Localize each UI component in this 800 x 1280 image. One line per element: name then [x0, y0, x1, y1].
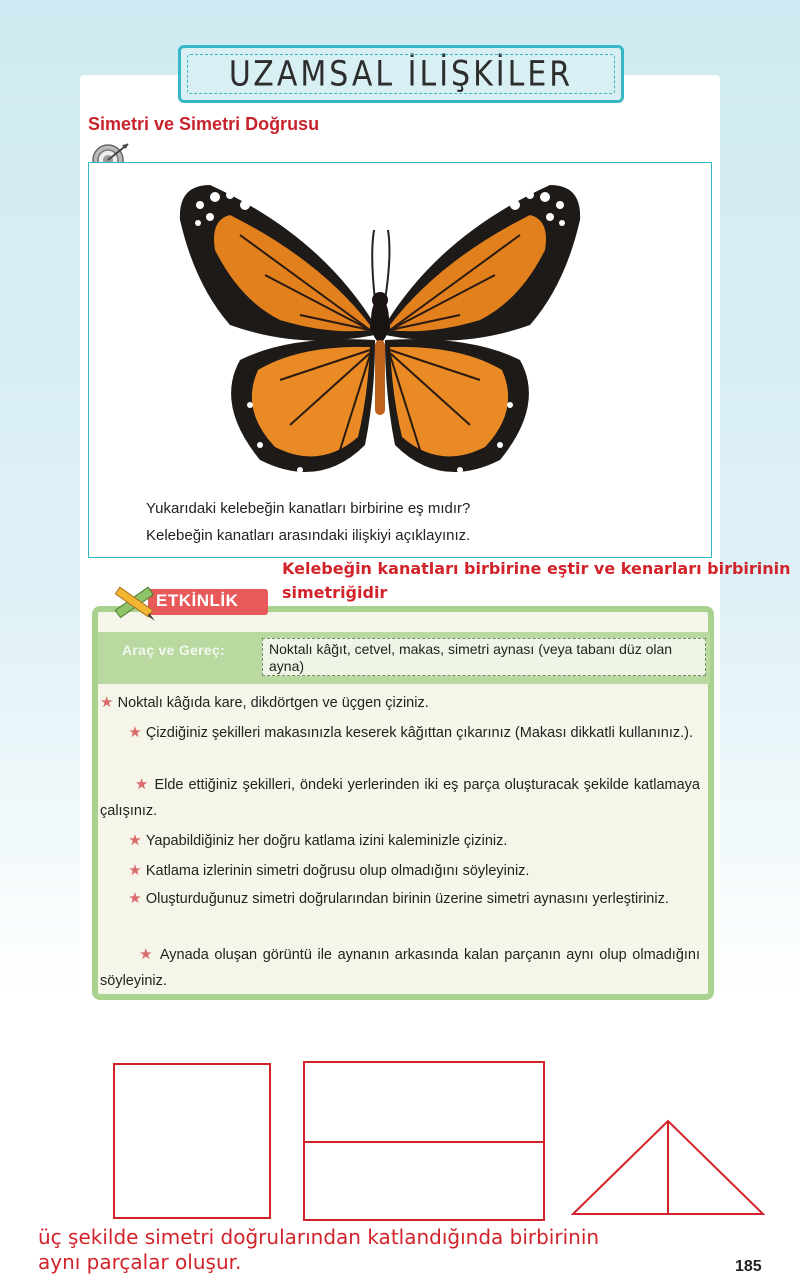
star-icon: ★ [128, 724, 146, 741]
handwritten-caption-line-2: aynı parçalar oluşur. [38, 1250, 242, 1274]
star-icon: ★ [134, 776, 155, 793]
handwritten-caption-line-1: üç şekilde simetri doğrularından katlandığında birbirinin [38, 1225, 600, 1249]
activity-step [100, 720, 700, 746]
step-text: Çizdiğiniz şekilleri makasınızla keserek kâğıttan çıkarınız (Makası dikkatli kullanınız.). [145, 725, 693, 741]
square-drawing [112, 1062, 274, 1222]
star-icon: ★ [128, 862, 146, 879]
tools-label: Araç ve Gereç: [122, 642, 226, 658]
step-text: Oluşturduğunuz simetri doğrularından birinin üzerine simetri aynasını yerleştiriniz. [145, 891, 669, 907]
triangle-drawing [570, 1118, 766, 1218]
step-text: Aynada oluşan görüntü ile aynanın arkasında kalan parçanın aynı olup olmadığını söyleyiniz. [100, 947, 701, 989]
step-text: Noktalı kâğıda kare, dikdörtgen ve üçgen çiziniz. [117, 695, 429, 711]
star-icon: ★ [100, 694, 118, 711]
step-text: Yapabildiğiniz her doğru katlama izini kaleminizle çiziniz. [145, 833, 508, 849]
star-icon: ★ [139, 946, 160, 963]
tools-value: Noktalı kâğıt, cetvel, makas, simetri aynası (veya tabanı düz olan ayna) [262, 638, 706, 676]
activity-step [100, 858, 700, 884]
pencil-ruler-icon [108, 580, 160, 624]
handwritten-answer-line-1: Kelebeğin kanatları birbirine eştir ve kenarları birbirinin [282, 559, 791, 578]
page-number: 185 [735, 1258, 762, 1275]
activity-step [100, 772, 700, 824]
activity-step [100, 942, 700, 994]
activity-step [100, 828, 700, 854]
section-title: Simetri ve Simetri Doğrusu [88, 114, 320, 134]
activity-badge [108, 580, 270, 622]
step-text: Katlama izlerinin simetri doğrusu olup olmadığını söyleyiniz. [145, 863, 530, 879]
rectangle-drawing [302, 1060, 546, 1222]
title-banner [178, 45, 624, 103]
activity-step [100, 690, 700, 716]
star-icon: ★ [128, 890, 146, 907]
step-text: Elde ettiğiniz şekilleri, öndeki yerlerinden iki eş parça oluşturacak şekilde katlamaya çalışınız. [100, 777, 700, 819]
question-2: Kelebeğin kanatları arasındaki ilişkiyi açıklayınız. [146, 527, 471, 544]
page-title: UZAMSAL İLİŞKİLER [228, 53, 574, 95]
question-1: Yukarıdaki kelebeğin kanatları birbirine eş mıdır? [146, 500, 471, 517]
butterfly-image [170, 175, 590, 490]
star-icon: ★ [128, 832, 146, 849]
badge-label: ETKİNLİK [156, 591, 239, 610]
activity-step [100, 886, 700, 912]
handwritten-answer-line-2: simetriğidir [282, 583, 388, 602]
